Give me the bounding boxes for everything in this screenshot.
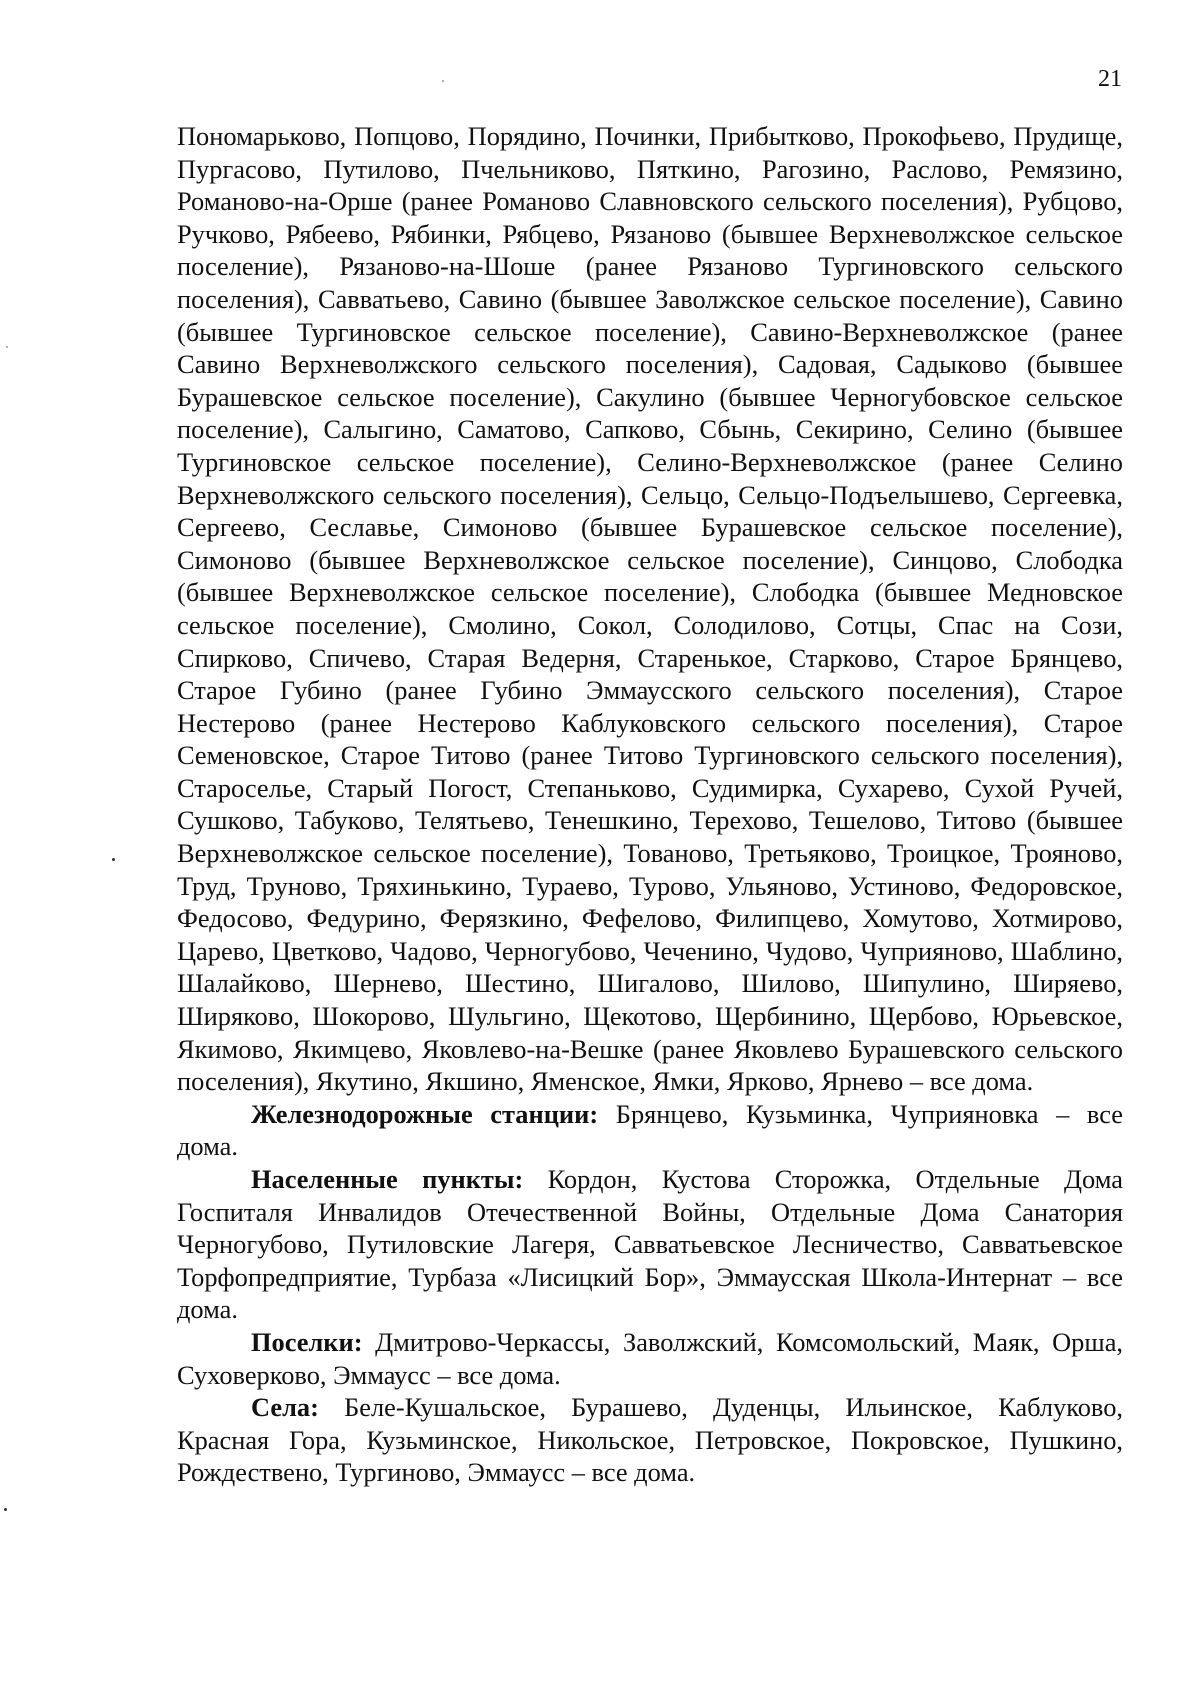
- paragraph-heading: Села:: [251, 1392, 319, 1423]
- scan-speck: [112, 858, 115, 861]
- page-number: 21: [1098, 66, 1122, 92]
- scan-speck: [442, 80, 444, 82]
- paragraph-villages-sela: [177, 1391, 1123, 1489]
- paragraph-text: Пономарьково, Попцово, Порядино, Починки, Прибытково, Прокофьево, Прудище, Пургасово, Путилово, Пчельниково, Пяткино, Рагозино, Раслово, Ремязино, Романово-на-Орше (ранее Романово Славновского сельского поселения), Рубцово, Ручково, Рябеево, Рябинки, Рябцево, Рязаново (бывшее Верхневолжское сельское поселение), Рязаново-на-Шоше (ранее Рязаново Тургиновского сельского поселения), Савватьево, Савино (бывшее Заволжское сельское поселение), Савино (бывшее Тургиновское сельское поселение), Савино-Верхневолжское (ранее Савино Верхневолжского сельского поселения), Садовая, Садыково (бывшее Бурашевское сельское поселение), Сакулино (бывшее Черногубовское сельское поселение), Салыгино, Саматово, Сапково, Сбынь, Секирино, Селино (бывшее Тургиновское сельское поселение), Селино-Верхневолжское (ранее Селино Верхневолжского сельского поселения), Сельцо, Сельцо-Подъелышево, Сергеевка, Сергеево, Сеславье, Симоново (бывшее Бурашевское сельское поселение), Симоново (бывшее Верхневолжское сельское поселение), Синцово, Слободка (бывшее Верхневолжское сельское поселение), Слободка (бывшее Медновское сельское поселение), Смолино, Сокол, Солодилово, Сотцы, Спас на Сози, Спирково, Спичево, Старая Ведерня, Старенькое, Старково, Старое Брянцево, Старое Губино (ранее Губино Эммаусского сельского поселения), Старое Нестерово (ранее Нестерово Каблуковского сельского поселения), Старое Семеновское, Старое Титово (ранее Титово Тургиновского сельского поселения), Староселье, Старый Погост, Степаньково, Судимирка, Сухарево, Сухой Ручей, Сушково, Табуково, Телятьево, Тенешкино, Терехово, Тешелово, Титово (бывшее Верхневолжское сельское поселение), Тованово, Третьяково, Троицкое, Трояново, Труд, Труново, Тряхинькино, Тураево, Турово, Ульяново, Устиново, Федоровское, Федосово, Федурино, Ферязкино, Фефелово, Филипцево, Хомутово, Хотмирово, Царево, Цветково, Чадово, Черногубово, Чеченино, Чудово, Чуприяново, Шаблино, Шалайково, Шернево, Шестино, Шигалово, Шилово, Шипулино, Ширяево, Ширяково, Шокорово, Шульгино, Щекотово, Щербинино, Щербово, Юрьевское, Якимово, Якимцево, Яковлево-на-Вешке (ранее Яковлево Бурашевского сельского поселения), Якутино, Якшино, Яменское, Ямки, Ярково, Ярнево – все дома.: [177, 121, 1123, 1097]
- paragraph-railway-stations: [177, 1098, 1123, 1163]
- paragraph-heading: Поселки:: [251, 1326, 363, 1357]
- paragraph-text: Беле-Кушальское, Бурашево, Дуденцы, Ильинское, Каблуково, Красная Гора, Кузьминское, Никольское, Петровское, Покровское, Пушкино, Рождествено, Тургиново, Эммаусс – все дома.: [177, 1392, 1123, 1488]
- paragraph-heading: Населенные пункты:: [251, 1164, 524, 1194]
- paragraph-text: Брянцево, Кузьминка, Чуприяновка – все дома.: [177, 1098, 1123, 1162]
- paragraph-text: Дмитрово-Черкассы, Заволжский, Комсомольский, Маяк, Орша, Суховерково, Эммаусс – все дома.: [177, 1326, 1123, 1390]
- paragraph-settlements-poselki: [177, 1326, 1123, 1391]
- scan-speck: [4, 1508, 7, 1511]
- paragraph-text: Кордон, Кустова Сторожка, Отдельные Дома Госпиталя Инвалидов Отечественной Войны, Отдельные Дома Санатория Черногубово, Путиловские Лагеря, Савватьевское Лесничество, Савватьевское Торфопредприятие, Турбаза «Лисицкий Бор», Эммаусская Школа-Интернат – все дома.: [177, 1164, 1123, 1325]
- paragraph-settlements-list: [177, 120, 1123, 1098]
- paragraph-heading: Железнодорожные станции:: [251, 1098, 599, 1129]
- scan-speck: [6, 346, 8, 348]
- paragraph-populated-places: [177, 1163, 1123, 1326]
- document-body: [177, 120, 1123, 1489]
